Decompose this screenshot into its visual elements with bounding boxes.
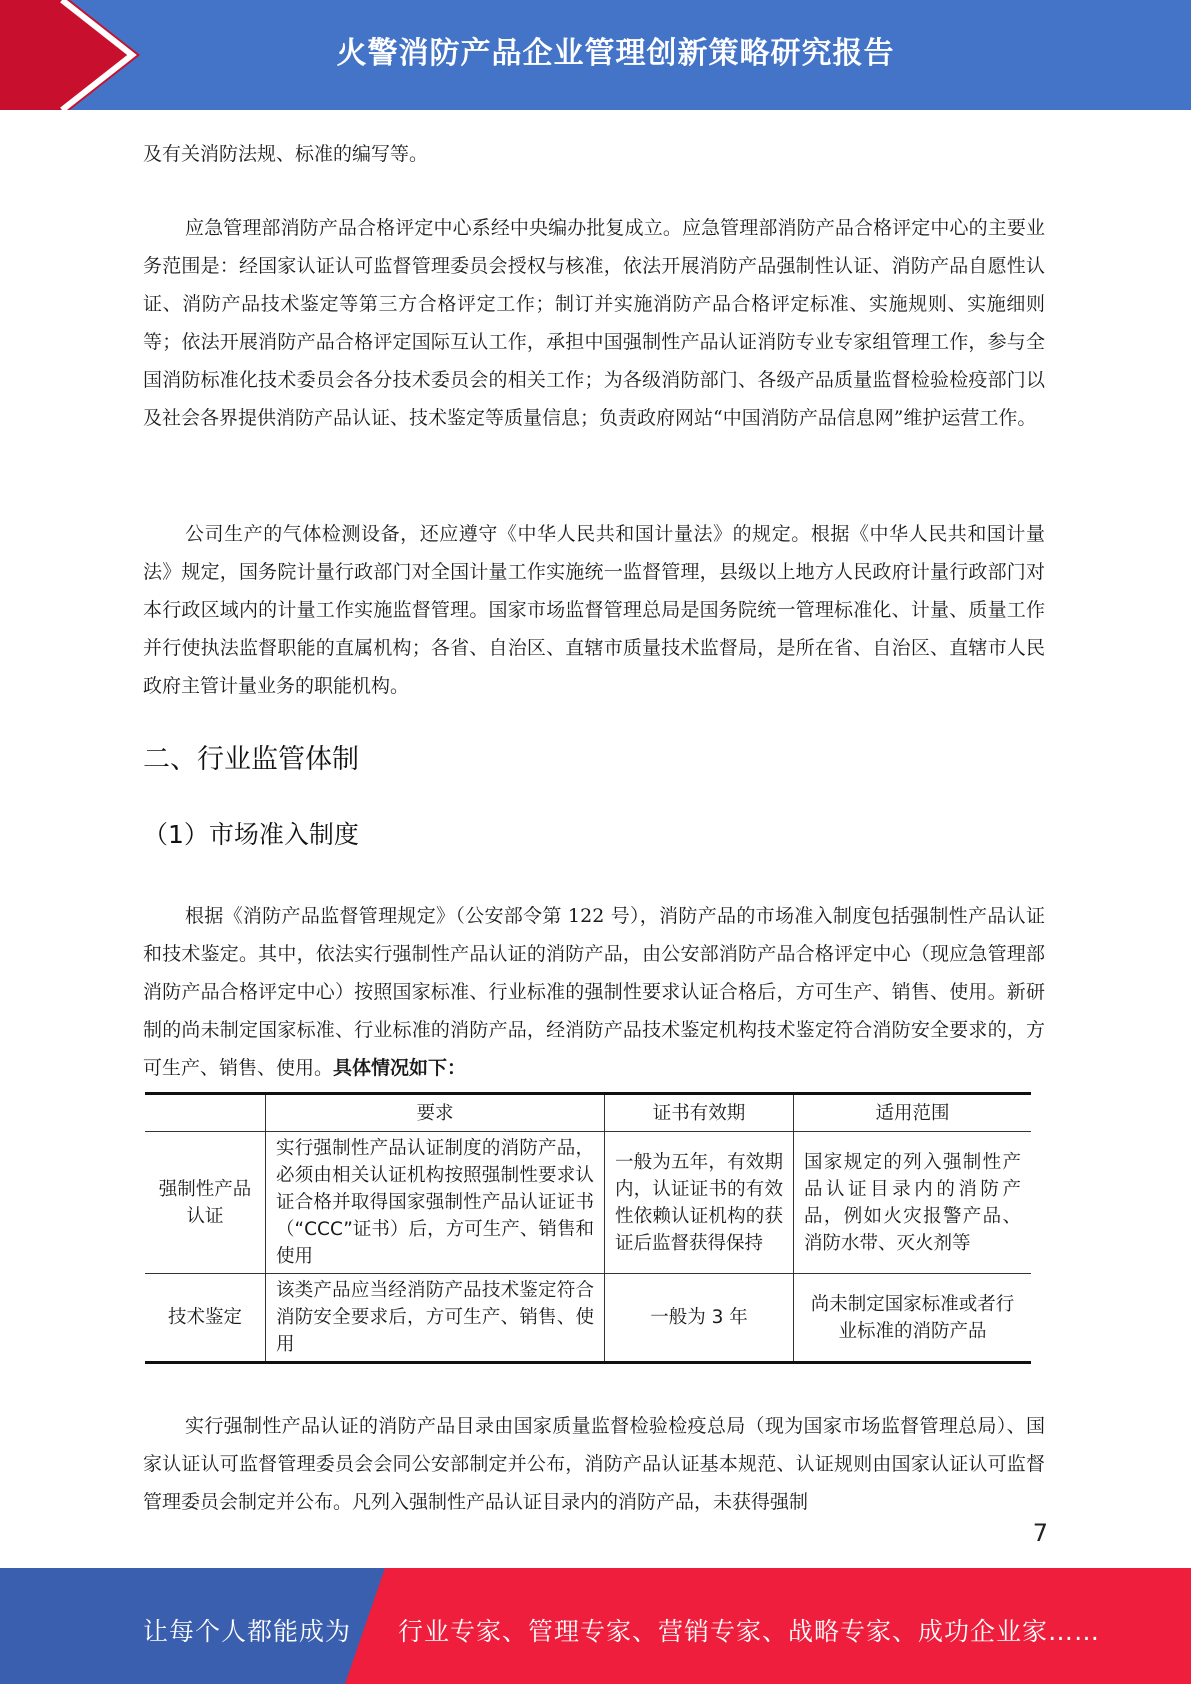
section-heading: 二、行业监管体制 [143,744,359,775]
paragraph-text: 实行强制性产品认证的消防产品目录由国家质量监督检验检疫总局（现为国家市场监督管理总局）、国家认证认可监督管理委员会会同公安部制定并公布，消防产品认证基本规范、认证规则由国家认证认可监督管理委员会制定并公布。凡列入强制性产品认证目录内的消防产品，未获得强制 [143,1415,1045,1513]
paragraph-body: 根据《消防产品监督管理规定》（公安部令第 122 号），消防产品的市场准入制度包括强制性产品认证和技术鉴定。其中，依法实行强制性产品认证的消防产品，由公安部消防产品合格评定中心（现应急管理部消防产品合格评定中心）按照国家标准、行业标准的强制性要求认证合格后，方可生产、销售、使用。新研制的尚未制定国家标准、行业标准的消防产品，经消防产品技术鉴定机构技术鉴定符合消防安全要求的，方可生产、销售、使用。 [143,905,1045,1079]
report-title: 火警消防产品企业管理创新策略研究报告 [336,36,895,71]
table-row-header: 技术鉴定 [145,1274,266,1363]
subsection-heading: （1）市场准入制度 [143,820,359,849]
table-header-row [145,1094,1031,1132]
paragraph-continuation [143,135,1045,173]
footer-slogan-right: 行业专家、管理专家、营销专家、战略专家、成功企业家…… [398,1617,1101,1646]
table-header-cell: 要求 [266,1094,605,1132]
page-footer [0,1568,1191,1684]
table-cell: 实行强制性产品认证制度的消防产品，必须由相关认证机构按照强制性要求认证合格并取得国家强制性产品认证证书（“CCC”证书）后，方可生产、销售和使用 [266,1132,605,1274]
paragraph-text: 公司生产的气体检测设备，还应遵守《中华人民共和国计量法》的规定。根据《中华人民共和国计量法》规定，国务院计量行政部门对全国计量工作实施统一监督管理，县级以上地方人民政府计量行政部门对本行政区域内的计量工作实施监督管理。国家市场监督管理总局是国务院统一管理标准化、计量、质量工作并行使执法监督职能的直属机构；各省、自治区、直辖市质量技术监督局，是所在省、自治区、直辖市人民政府主管计量业务的职能机构。 [143,523,1045,697]
table-header-cell [145,1094,266,1132]
paragraph-market-access [143,897,1045,1087]
table-header-cell: 证书有效期 [605,1094,794,1132]
footer-slogan-left: 让每个人都能成为 [143,1617,352,1646]
paragraph-text: 应急管理部消防产品合格评定中心系经中央编办批复成立。应急管理部消防产品合格评定中心的主要业务范围是：经国家认证认可监督管理委员会授权与核准，依法开展消防产品强制性认证、消防产品自愿性认证、消防产品技术鉴定等第三方合格评定工作；制订并实施消防产品合格评定标准、实施规则、实施细则等；依法开展消防产品合格评定国际互认工作，承担中国强制性产品认证消防专业专家组管理工作，参与全国消防标准化技术委员会各分技术委员会的相关工作；为各级消防部门、各级产品质量监督检验检疫部门以及社会各界提供消防产品认证、技术鉴定等质量信息；负责政府网站“中国消防产品信息网”维护运营工作。 [143,217,1045,429]
paragraph-text: 及有关消防法规、标准的编写等。 [143,143,429,165]
table-row-header: 强制性产品认证 [145,1132,266,1274]
table-cell: 国家规定的列入强制性产品认证目录内的消防产品，例如火灾报警产品、消防水带、灭火剂等 [794,1132,1032,1274]
table-cell: 该类产品应当经消防产品技术鉴定符合消防安全要求后，方可生产、销售、使用 [266,1274,605,1363]
paragraph-text [143,897,1045,1087]
paragraph-emphasis: 具体情况如下： [333,1057,467,1079]
table-header-cell: 适用范围 [794,1094,1032,1132]
table-row [145,1132,1031,1274]
table-cell: 一般为五年，有效期内，认证证书的有效性依赖认证机构的获证后监督获得保持 [605,1132,794,1274]
paragraph-ccc-catalog [143,1407,1045,1521]
paragraph-metrology-law [143,515,1045,705]
table-row [145,1274,1031,1363]
paragraph-center-intro [143,209,1045,437]
page-number: 7 [1032,1519,1048,1547]
table-cell: 一般为 3 年 [605,1274,794,1363]
certification-table [145,1092,1031,1364]
page-header [0,0,1191,110]
table-cell: 尚未制定国家标准或者行业标准的消防产品 [794,1274,1032,1363]
